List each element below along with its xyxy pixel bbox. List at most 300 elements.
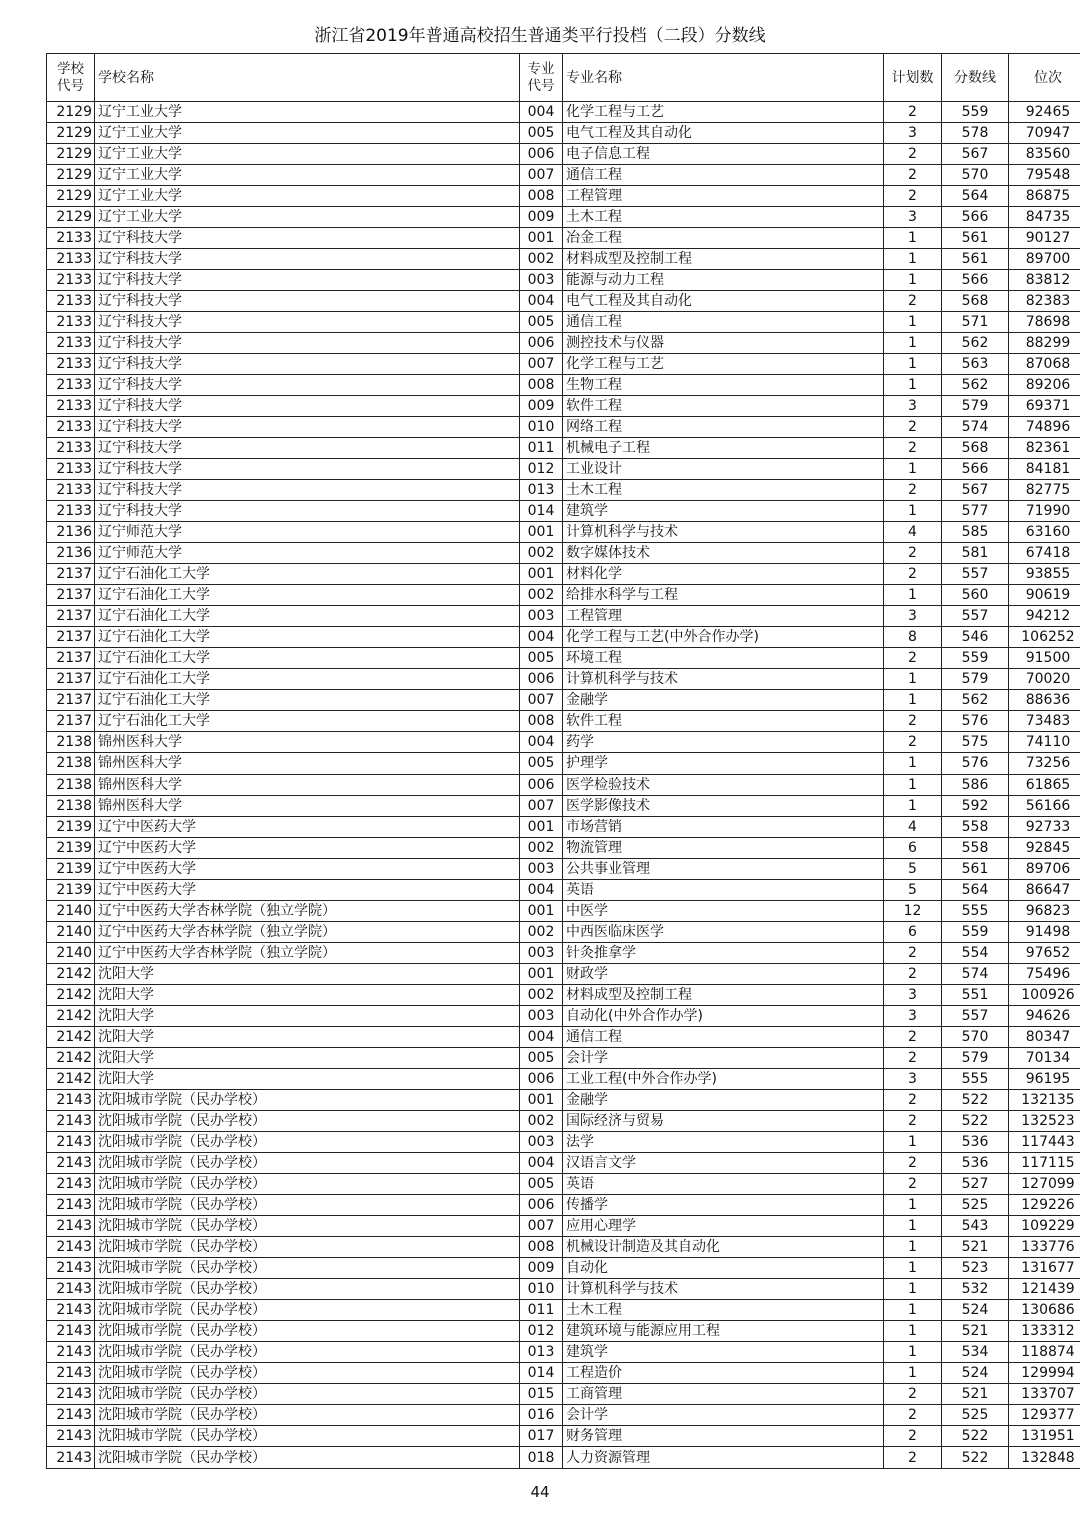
rank-cell: 132848	[1009, 1447, 1080, 1469]
header-school-code: 学校 代号	[47, 54, 95, 102]
school-name-cell: 辽宁石油化工大学	[95, 648, 520, 669]
major-code-cell: 011	[520, 1299, 563, 1320]
major-code-cell: 004	[520, 732, 563, 753]
rank-cell: 117115	[1009, 1152, 1080, 1173]
plan-cell: 2	[884, 648, 942, 669]
plan-cell: 1	[884, 1236, 942, 1257]
major-code-cell: 002	[520, 1110, 563, 1131]
table-row	[47, 774, 1080, 795]
table-row	[47, 1383, 1080, 1404]
score-cell: 562	[942, 375, 1009, 396]
major-name-cell: 数字媒体技术	[563, 543, 884, 564]
table-row	[47, 1026, 1080, 1047]
table-row	[47, 564, 1080, 585]
school-name-cell: 沈阳城市学院（民办学校）	[95, 1215, 520, 1236]
major-name-cell: 药学	[563, 732, 884, 753]
plan-cell: 2	[884, 1173, 942, 1194]
rank-cell: 92845	[1009, 837, 1080, 858]
school-code-cell: 2143	[47, 1110, 95, 1131]
major-code-cell: 015	[520, 1383, 563, 1404]
plan-cell: 4	[884, 522, 942, 543]
header-school-name: 学校名称	[95, 54, 520, 102]
header-rank: 位次	[1009, 54, 1080, 102]
table-row	[47, 144, 1080, 165]
school-code-cell: 2138	[47, 774, 95, 795]
school-code-cell: 2129	[47, 102, 95, 123]
major-name-cell: 汉语言文学	[563, 1152, 884, 1173]
plan-cell: 2	[884, 102, 942, 123]
school-code-cell: 2137	[47, 564, 95, 585]
plan-cell: 6	[884, 837, 942, 858]
major-code-cell: 007	[520, 795, 563, 816]
rank-cell: 56166	[1009, 795, 1080, 816]
rank-cell: 70134	[1009, 1047, 1080, 1068]
plan-cell: 1	[884, 375, 942, 396]
table-row	[47, 963, 1080, 984]
major-name-cell: 工商管理	[563, 1383, 884, 1404]
rank-cell: 70020	[1009, 669, 1080, 690]
table-row	[47, 1173, 1080, 1194]
major-code-cell: 002	[520, 921, 563, 942]
major-code-cell: 017	[520, 1425, 563, 1446]
table-row	[47, 480, 1080, 501]
table-row	[47, 1236, 1080, 1257]
major-name-cell: 土木工程	[563, 480, 884, 501]
major-name-cell: 材料化学	[563, 564, 884, 585]
page-title: 浙江省2019年普通高校招生普通类平行投档（二段）分数线	[314, 26, 766, 46]
score-cell: 567	[942, 480, 1009, 501]
table-row	[47, 1404, 1080, 1425]
major-code-cell: 002	[520, 543, 563, 564]
table-row	[47, 627, 1080, 648]
school-name-cell: 沈阳城市学院（民办学校）	[95, 1236, 520, 1257]
plan-cell: 1	[884, 1299, 942, 1320]
table-row	[47, 606, 1080, 627]
major-code-cell: 007	[520, 1215, 563, 1236]
rank-cell: 82383	[1009, 291, 1080, 312]
major-name-cell: 法学	[563, 1131, 884, 1152]
school-code-cell: 2142	[47, 984, 95, 1005]
school-code-cell: 2137	[47, 648, 95, 669]
score-cell: 543	[942, 1215, 1009, 1236]
school-name-cell: 沈阳城市学院（民办学校）	[95, 1278, 520, 1299]
plan-cell: 3	[884, 1068, 942, 1089]
score-cell: 522	[942, 1425, 1009, 1446]
major-name-cell: 针灸推拿学	[563, 942, 884, 963]
table-row	[47, 879, 1080, 900]
major-name-cell: 冶金工程	[563, 228, 884, 249]
major-name-cell: 市场营销	[563, 816, 884, 837]
rank-cell: 121439	[1009, 1278, 1080, 1299]
major-code-cell: 004	[520, 1152, 563, 1173]
plan-cell: 2	[884, 165, 942, 186]
major-code-cell: 006	[520, 774, 563, 795]
major-code-cell: 012	[520, 459, 563, 480]
school-name-cell: 辽宁工业大学	[95, 123, 520, 144]
major-code-cell: 004	[520, 1026, 563, 1047]
school-name-cell: 辽宁石油化工大学	[95, 606, 520, 627]
school-code-cell: 2143	[47, 1236, 95, 1257]
major-code-cell: 004	[520, 291, 563, 312]
school-code-cell: 2143	[47, 1194, 95, 1215]
school-name-cell: 辽宁科技大学	[95, 312, 520, 333]
major-code-cell: 014	[520, 501, 563, 522]
major-code-cell: 005	[520, 1047, 563, 1068]
school-code-cell: 2143	[47, 1173, 95, 1194]
score-cell: 561	[942, 249, 1009, 270]
major-name-cell: 软件工程	[563, 711, 884, 732]
major-name-cell: 医学影像技术	[563, 795, 884, 816]
school-name-cell: 辽宁中医药大学杏林学院（独立学院）	[95, 942, 520, 963]
major-code-cell: 003	[520, 858, 563, 879]
major-code-cell: 005	[520, 753, 563, 774]
table-row	[47, 858, 1080, 879]
score-cell: 546	[942, 627, 1009, 648]
header-plan: 计划数	[884, 54, 942, 102]
major-code-cell: 005	[520, 312, 563, 333]
table-row	[47, 900, 1080, 921]
school-name-cell: 沈阳城市学院（民办学校）	[95, 1299, 520, 1320]
major-code-cell: 008	[520, 186, 563, 207]
score-cell: 567	[942, 144, 1009, 165]
major-code-cell: 004	[520, 102, 563, 123]
school-name-cell: 辽宁中医药大学杏林学院（独立学院）	[95, 921, 520, 942]
plan-cell: 6	[884, 921, 942, 942]
rank-cell: 84181	[1009, 459, 1080, 480]
table-row	[47, 438, 1080, 459]
rank-cell: 97652	[1009, 942, 1080, 963]
school-code-cell: 2129	[47, 186, 95, 207]
school-name-cell: 辽宁工业大学	[95, 186, 520, 207]
rank-cell: 89706	[1009, 858, 1080, 879]
rank-cell: 127099	[1009, 1173, 1080, 1194]
major-code-cell: 002	[520, 837, 563, 858]
plan-cell: 1	[884, 585, 942, 606]
school-name-cell: 沈阳城市学院（民办学校）	[95, 1152, 520, 1173]
table-row	[47, 249, 1080, 270]
table-body	[47, 102, 1080, 1469]
table-row	[47, 291, 1080, 312]
school-name-cell: 沈阳城市学院（民办学校）	[95, 1194, 520, 1215]
school-code-cell: 2133	[47, 291, 95, 312]
school-name-cell: 沈阳城市学院（民办学校）	[95, 1320, 520, 1341]
school-code-cell: 2133	[47, 480, 95, 501]
major-name-cell: 软件工程	[563, 396, 884, 417]
school-code-cell: 2133	[47, 396, 95, 417]
major-code-cell: 010	[520, 417, 563, 438]
rank-cell: 93855	[1009, 564, 1080, 585]
school-code-cell: 2129	[47, 165, 95, 186]
major-code-cell: 013	[520, 480, 563, 501]
score-cell: 568	[942, 291, 1009, 312]
major-code-cell: 001	[520, 900, 563, 921]
school-code-cell: 2142	[47, 1005, 95, 1026]
rank-cell: 73256	[1009, 753, 1080, 774]
plan-cell: 2	[884, 711, 942, 732]
school-code-cell: 2133	[47, 459, 95, 480]
table-row	[47, 186, 1080, 207]
table-row	[47, 417, 1080, 438]
table-row	[47, 711, 1080, 732]
major-code-cell: 001	[520, 228, 563, 249]
plan-cell: 1	[884, 249, 942, 270]
school-name-cell: 辽宁工业大学	[95, 165, 520, 186]
plan-cell: 2	[884, 291, 942, 312]
major-name-cell: 人力资源管理	[563, 1447, 884, 1469]
school-name-cell: 锦州医科大学	[95, 795, 520, 816]
score-cell: 559	[942, 648, 1009, 669]
school-name-cell: 辽宁科技大学	[95, 396, 520, 417]
rank-cell: 131951	[1009, 1425, 1080, 1446]
major-name-cell: 工程管理	[563, 606, 884, 627]
major-name-cell: 财政学	[563, 963, 884, 984]
major-name-cell: 电子信息工程	[563, 144, 884, 165]
school-code-cell: 2137	[47, 606, 95, 627]
table-row	[47, 1005, 1080, 1026]
plan-cell: 2	[884, 564, 942, 585]
major-code-cell: 003	[520, 606, 563, 627]
school-code-cell: 2133	[47, 501, 95, 522]
school-code-cell: 2142	[47, 1026, 95, 1047]
school-name-cell: 沈阳城市学院（民办学校）	[95, 1404, 520, 1425]
rank-cell: 89206	[1009, 375, 1080, 396]
plan-cell: 2	[884, 1089, 942, 1110]
score-cell: 568	[942, 438, 1009, 459]
score-cell: 557	[942, 564, 1009, 585]
major-name-cell: 中医学	[563, 900, 884, 921]
school-code-cell: 2143	[47, 1320, 95, 1341]
school-code-cell: 2133	[47, 333, 95, 354]
plan-cell: 1	[884, 333, 942, 354]
major-code-cell: 001	[520, 1089, 563, 1110]
table-row	[47, 1194, 1080, 1215]
school-code-cell: 2143	[47, 1089, 95, 1110]
score-cell: 522	[942, 1089, 1009, 1110]
header-major-code: 专业 代号	[520, 54, 563, 102]
score-cell: 579	[942, 669, 1009, 690]
score-cell: 570	[942, 1026, 1009, 1047]
school-name-cell: 辽宁科技大学	[95, 228, 520, 249]
plan-cell: 2	[884, 186, 942, 207]
rank-cell: 83812	[1009, 270, 1080, 291]
major-code-cell: 013	[520, 1341, 563, 1362]
plan-cell: 1	[884, 795, 942, 816]
table-row	[47, 396, 1080, 417]
plan-cell: 8	[884, 627, 942, 648]
major-code-cell: 018	[520, 1447, 563, 1469]
major-name-cell: 建筑环境与能源应用工程	[563, 1320, 884, 1341]
score-cell: 576	[942, 711, 1009, 732]
school-name-cell: 辽宁工业大学	[95, 207, 520, 228]
table-row	[47, 837, 1080, 858]
table-row	[47, 354, 1080, 375]
plan-cell: 1	[884, 354, 942, 375]
major-code-cell: 004	[520, 627, 563, 648]
table-row	[47, 585, 1080, 606]
rank-cell: 84735	[1009, 207, 1080, 228]
school-code-cell: 2143	[47, 1362, 95, 1383]
school-code-cell: 2139	[47, 816, 95, 837]
table-row	[47, 1089, 1080, 1110]
major-name-cell: 中西医临床医学	[563, 921, 884, 942]
rank-cell: 80347	[1009, 1026, 1080, 1047]
school-code-cell: 2138	[47, 732, 95, 753]
plan-cell: 1	[884, 1194, 942, 1215]
school-code-cell: 2143	[47, 1447, 95, 1469]
school-code-cell: 2138	[47, 795, 95, 816]
major-code-cell: 014	[520, 1362, 563, 1383]
major-code-cell: 006	[520, 144, 563, 165]
major-code-cell: 016	[520, 1404, 563, 1425]
school-name-cell: 辽宁石油化工大学	[95, 669, 520, 690]
school-name-cell: 辽宁师范大学	[95, 522, 520, 543]
score-cell: 571	[942, 312, 1009, 333]
plan-cell: 1	[884, 774, 942, 795]
major-name-cell: 通信工程	[563, 312, 884, 333]
plan-cell: 2	[884, 942, 942, 963]
header-score: 分数线	[942, 54, 1009, 102]
major-code-cell: 005	[520, 648, 563, 669]
major-name-cell: 公共事业管理	[563, 858, 884, 879]
rank-cell: 89700	[1009, 249, 1080, 270]
school-code-cell: 2137	[47, 690, 95, 711]
school-code-cell: 2137	[47, 585, 95, 606]
school-name-cell: 沈阳大学	[95, 984, 520, 1005]
major-code-cell: 007	[520, 690, 563, 711]
major-name-cell: 测控技术与仪器	[563, 333, 884, 354]
major-name-cell: 金融学	[563, 1089, 884, 1110]
major-name-cell: 金融学	[563, 690, 884, 711]
school-name-cell: 沈阳城市学院（民办学校）	[95, 1341, 520, 1362]
table-row	[47, 543, 1080, 564]
rank-cell: 61865	[1009, 774, 1080, 795]
school-code-cell: 2142	[47, 1068, 95, 1089]
major-name-cell: 化学工程与工艺	[563, 354, 884, 375]
school-name-cell: 辽宁科技大学	[95, 459, 520, 480]
school-code-cell: 2129	[47, 144, 95, 165]
table-row	[47, 1110, 1080, 1131]
school-code-cell: 2133	[47, 249, 95, 270]
score-cell: 577	[942, 501, 1009, 522]
school-name-cell: 沈阳城市学院（民办学校）	[95, 1383, 520, 1404]
score-cell: 578	[942, 123, 1009, 144]
school-code-cell: 2143	[47, 1425, 95, 1446]
major-name-cell: 计算机科学与技术	[563, 669, 884, 690]
plan-cell: 1	[884, 312, 942, 333]
major-name-cell: 环境工程	[563, 648, 884, 669]
rank-cell: 132135	[1009, 1089, 1080, 1110]
major-name-cell: 工业设计	[563, 459, 884, 480]
table-row	[47, 1278, 1080, 1299]
major-name-cell: 土木工程	[563, 207, 884, 228]
major-name-cell: 网络工程	[563, 417, 884, 438]
school-name-cell: 锦州医科大学	[95, 774, 520, 795]
school-name-cell: 辽宁科技大学	[95, 480, 520, 501]
major-name-cell: 通信工程	[563, 1026, 884, 1047]
major-name-cell: 工程造价	[563, 1362, 884, 1383]
major-code-cell: 006	[520, 669, 563, 690]
major-name-cell: 传播学	[563, 1194, 884, 1215]
school-code-cell: 2143	[47, 1299, 95, 1320]
table-row	[47, 522, 1080, 543]
rank-cell: 132523	[1009, 1110, 1080, 1131]
plan-cell: 1	[884, 228, 942, 249]
school-code-cell: 2143	[47, 1341, 95, 1362]
school-name-cell: 辽宁工业大学	[95, 144, 520, 165]
school-name-cell: 辽宁师范大学	[95, 543, 520, 564]
rank-cell: 71990	[1009, 501, 1080, 522]
table-row	[47, 669, 1080, 690]
rank-cell: 86647	[1009, 879, 1080, 900]
score-cell: 554	[942, 942, 1009, 963]
school-code-cell: 2143	[47, 1131, 95, 1152]
major-code-cell: 003	[520, 1005, 563, 1026]
major-code-cell: 001	[520, 522, 563, 543]
table-row	[47, 459, 1080, 480]
score-cell: 557	[942, 1005, 1009, 1026]
plan-cell: 2	[884, 963, 942, 984]
school-code-cell: 2140	[47, 942, 95, 963]
school-code-cell: 2143	[47, 1404, 95, 1425]
school-name-cell: 沈阳城市学院（民办学校）	[95, 1257, 520, 1278]
major-name-cell: 护理学	[563, 753, 884, 774]
plan-cell: 1	[884, 501, 942, 522]
table-row	[47, 1447, 1080, 1469]
school-code-cell: 2137	[47, 627, 95, 648]
score-cell: 551	[942, 984, 1009, 1005]
plan-cell: 2	[884, 543, 942, 564]
score-cell: 585	[942, 522, 1009, 543]
rank-cell: 86875	[1009, 186, 1080, 207]
rank-cell: 131677	[1009, 1257, 1080, 1278]
school-name-cell: 辽宁中医药大学	[95, 816, 520, 837]
page-number: 44	[530, 1483, 550, 1501]
plan-cell: 1	[884, 1278, 942, 1299]
rank-cell: 96823	[1009, 900, 1080, 921]
major-name-cell: 机械设计制造及其自动化	[563, 1236, 884, 1257]
table-row	[47, 816, 1080, 837]
plan-cell: 5	[884, 879, 942, 900]
major-name-cell: 国际经济与贸易	[563, 1110, 884, 1131]
school-code-cell: 2143	[47, 1278, 95, 1299]
school-name-cell: 辽宁科技大学	[95, 333, 520, 354]
table-row	[47, 690, 1080, 711]
score-cell: 563	[942, 354, 1009, 375]
major-name-cell: 财务管理	[563, 1425, 884, 1446]
score-cell: 522	[942, 1447, 1009, 1469]
score-cell: 521	[942, 1383, 1009, 1404]
school-code-cell: 2133	[47, 270, 95, 291]
table-row	[47, 732, 1080, 753]
rank-cell: 94626	[1009, 1005, 1080, 1026]
score-cell: 522	[942, 1110, 1009, 1131]
major-name-cell: 自动化	[563, 1257, 884, 1278]
plan-cell: 1	[884, 1320, 942, 1341]
rank-cell: 106252	[1009, 627, 1080, 648]
school-code-cell: 2138	[47, 753, 95, 774]
table-row	[47, 1299, 1080, 1320]
score-cell: 566	[942, 207, 1009, 228]
table-row	[47, 1068, 1080, 1089]
score-cell: 566	[942, 270, 1009, 291]
score-cell: 525	[942, 1194, 1009, 1215]
major-code-cell: 008	[520, 1236, 563, 1257]
major-name-cell: 化学工程与工艺(中外合作办学)	[563, 627, 884, 648]
major-code-cell: 001	[520, 816, 563, 837]
major-code-cell: 008	[520, 375, 563, 396]
school-code-cell: 2133	[47, 375, 95, 396]
score-cell: 574	[942, 963, 1009, 984]
